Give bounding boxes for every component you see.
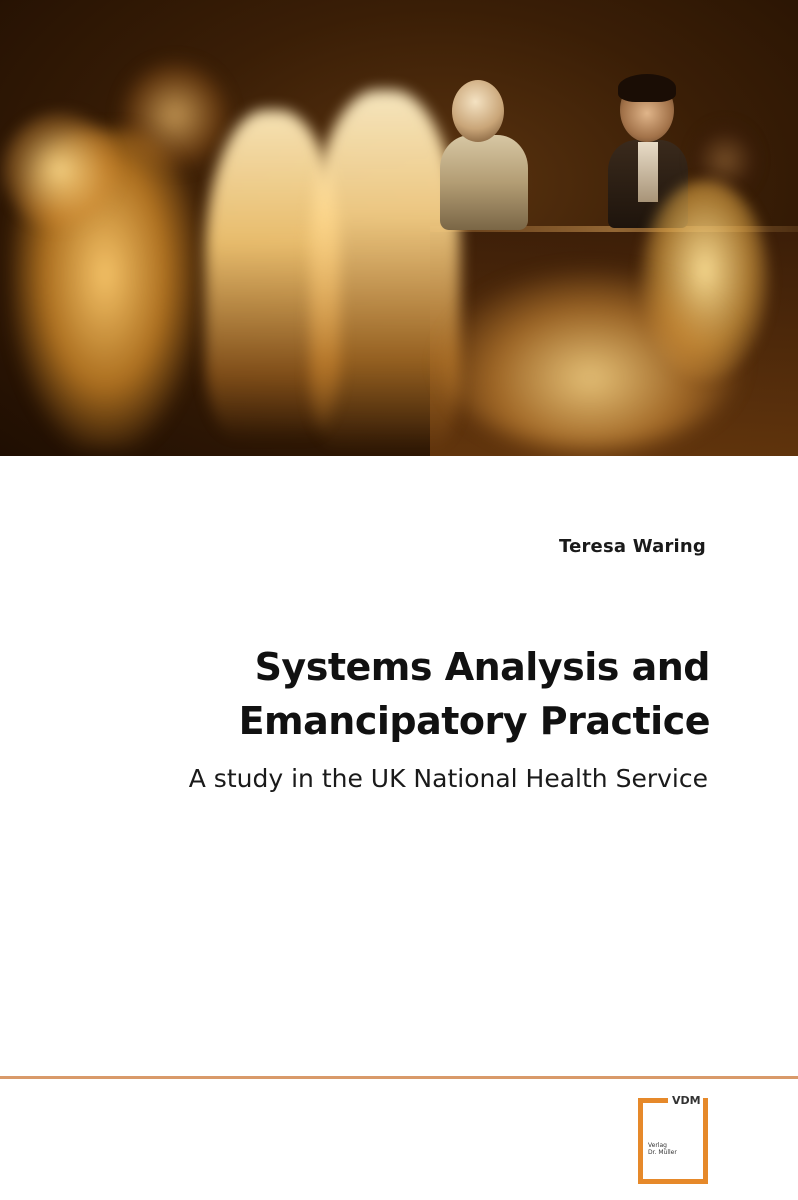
book-title-line-1: Systems Analysis and [254, 645, 710, 689]
publisher-logo [630, 1094, 720, 1184]
logo-subtext-line-1: Verlag [648, 1142, 667, 1149]
logo-frame-top [638, 1098, 668, 1103]
cover-photo [0, 0, 798, 456]
photo-blur-shape [440, 270, 740, 450]
author-name: Teresa Waring [558, 536, 706, 557]
photo-blur-shape [310, 90, 460, 450]
figurine-right-hair [618, 74, 676, 102]
logo-text: VDM [672, 1094, 701, 1107]
logo-subtext-line-2: Dr. Müller [648, 1149, 677, 1156]
book-subtitle: A study in the UK National Health Service [188, 764, 708, 793]
book-title [70, 640, 710, 748]
photo-blur-shape [0, 110, 120, 230]
figurine-right-shirt [638, 142, 658, 202]
footer-divider [0, 1076, 798, 1079]
logo-subtext [648, 1142, 696, 1156]
figurine-left-head [452, 80, 504, 142]
figurine-left-body [440, 135, 528, 230]
logo-frame [638, 1098, 708, 1184]
book-title-line-2: Emancipatory Practice [238, 699, 710, 743]
